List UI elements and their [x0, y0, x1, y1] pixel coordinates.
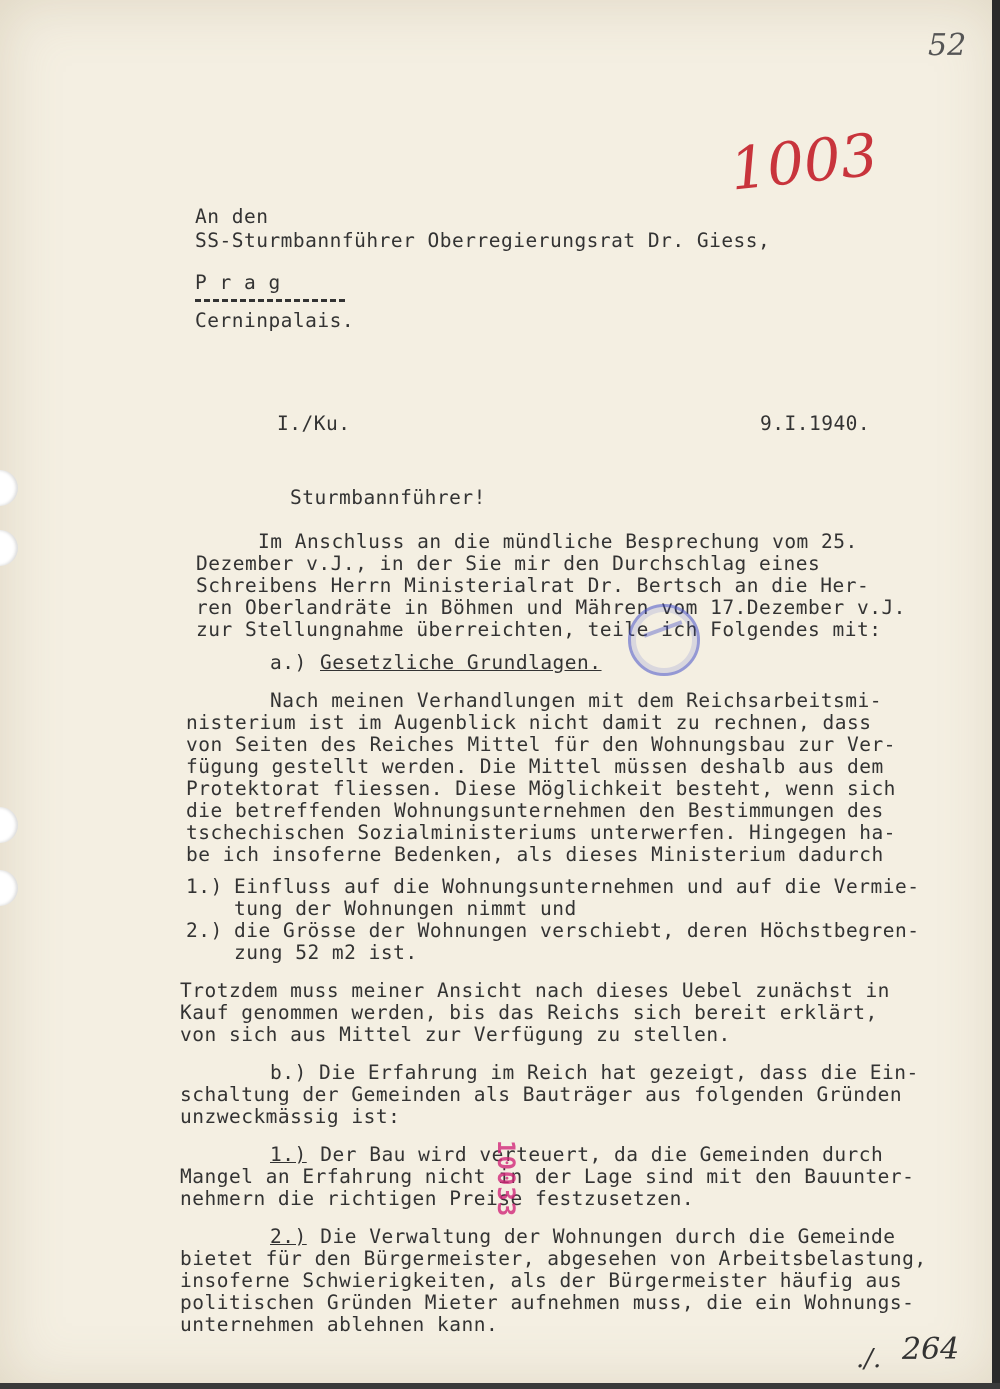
- page-edge-bottom: [0, 1383, 1000, 1389]
- city-underline: [195, 299, 345, 302]
- conclusion-line-2: Kauf genommen werden, bis das Reichs sich bereit erklärt,: [180, 1001, 878, 1024]
- punch-hole-1: [0, 470, 18, 506]
- intro-line-1: Im Anschluss an die mündliche Besprechung vom 25.: [258, 530, 858, 553]
- intro-line-2: Dezember v.J., in der Sie mir den Durchschlag eines: [196, 552, 821, 575]
- intro-line-5: zur Stellungnahme überreichten, teile ich Folgendes mit:: [196, 618, 882, 641]
- section-a-para-line-4: fügung gestellt werden. Die Mittel müssen deshalb aus dem: [186, 755, 884, 778]
- section-a-para-line-3: von Seiten des Reiches Mittel für den Wohnungsbau zur Ver-: [186, 733, 896, 756]
- point-1-number: 1.): [270, 1143, 307, 1166]
- pink-number-stamp: 10033: [492, 1140, 520, 1218]
- point-1-line-2: Mangel an Erfahrung nicht in der Lage sind mit den Bauunter-: [180, 1165, 915, 1188]
- punch-hole-2: [0, 530, 18, 566]
- page-edge-right: [992, 0, 1000, 1389]
- reference-code: I./Ku.: [277, 412, 351, 435]
- punch-hole-3: [0, 807, 18, 843]
- section-a-para-line-7: tschechischen Sozialministeriums unterwerfen. Hingegen ha-: [186, 821, 896, 844]
- point-2-line-5: unternehmen ablehnen kann.: [180, 1313, 499, 1336]
- punch-hole-4: [0, 870, 18, 906]
- item-2-line-1: die Grösse der Wohnungen verschiebt, deren Höchstbegren-: [234, 919, 920, 942]
- conclusion-line-1: Trotzdem muss meiner Ansicht nach dieses Uebel zunächst in: [180, 979, 890, 1002]
- section-a-para-line-2: nisterium ist im Augenblick nicht damit zu rechnen, dass: [186, 711, 872, 734]
- section-b-line-2: schaltung der Gemeinden als Bauträger aus folgenden Gründen: [180, 1083, 903, 1106]
- item-2-line-2: zung 52 m2 ist.: [234, 941, 418, 964]
- section-a-para-line-6: die betreffenden Wohnungsunternehmen den Bestimmungen des: [186, 799, 884, 822]
- blue-round-stamp: [628, 604, 700, 676]
- intro-line-4: ren Oberlandräte in Böhmen und Mähren vom 17.Dezember v.J.: [196, 596, 906, 619]
- section-a-para-line-8: be ich insoferne Bedenken, als dieses Ministerium dadurch: [186, 843, 884, 866]
- point-2-number: 2.): [270, 1225, 307, 1248]
- conclusion-line-3: von sich aus Mittel zur Verfügung zu stellen.: [180, 1023, 731, 1046]
- section-b-line-1: b.) Die Erfahrung im Reich hat gezeigt, dass die Ein-: [270, 1061, 919, 1084]
- point-2-line-4: politischen Gründen Mieter aufnehmen muss, die ein Wohnungs-: [180, 1291, 915, 1314]
- section-b-line-3: unzweckmässig ist:: [180, 1105, 401, 1128]
- section-a-heading: Gesetzliche Grundlagen.: [320, 651, 602, 674]
- intro-line-3: Schreibens Herrn Ministerialrat Dr. Bertsch an die Her-: [196, 574, 870, 597]
- address-line-2: SS-Sturmbannführer Oberregierungsrat Dr. Giess,: [195, 229, 771, 252]
- item-2-number: 2.): [186, 919, 223, 942]
- bottom-reference-number: 264: [902, 1332, 960, 1367]
- address-line-1: An den: [195, 205, 269, 228]
- address-city: P r a g: [195, 271, 281, 294]
- corner-page-number: 52: [928, 28, 967, 63]
- salutation: Sturmbannführer!: [290, 486, 486, 509]
- point-2-line-2: bietet für den Bürgermeister, abgesehen von Arbeitsbelastung,: [180, 1247, 927, 1270]
- continuation-mark: ./.: [856, 1344, 882, 1374]
- letter-date: 9.I.1940.: [760, 412, 871, 435]
- red-pencil-number: 1003: [726, 120, 881, 204]
- address-street: Cerninpalais.: [195, 309, 355, 332]
- point-1-line-3: nehmern die richtigen Preise festzusetzen.: [180, 1187, 695, 1210]
- section-a-para-line-1: Nach meinen Verhandlungen mit dem Reichsarbeitsmi-: [270, 689, 882, 712]
- item-1-number: 1.): [186, 875, 223, 898]
- section-a-para-line-5: Protektorat fliessen. Diese Möglichkeit besteht, wenn sich: [186, 777, 896, 800]
- item-1-line-1: Einfluss auf die Wohnungsunternehmen und auf die Vermie-: [234, 875, 920, 898]
- section-a-marker: a.): [270, 651, 307, 674]
- item-1-line-2: tung der Wohnungen nimmt und: [234, 897, 577, 920]
- point-1-line-1: Der Bau wird verteuert, da die Gemeinden durch: [308, 1143, 884, 1166]
- point-2-line-1: Die Verwaltung der Wohnungen durch die Gemeinde: [308, 1225, 896, 1248]
- point-2-line-3: insoferne Schwierigkeiten, als der Bürgermeister häufig aus: [180, 1269, 903, 1292]
